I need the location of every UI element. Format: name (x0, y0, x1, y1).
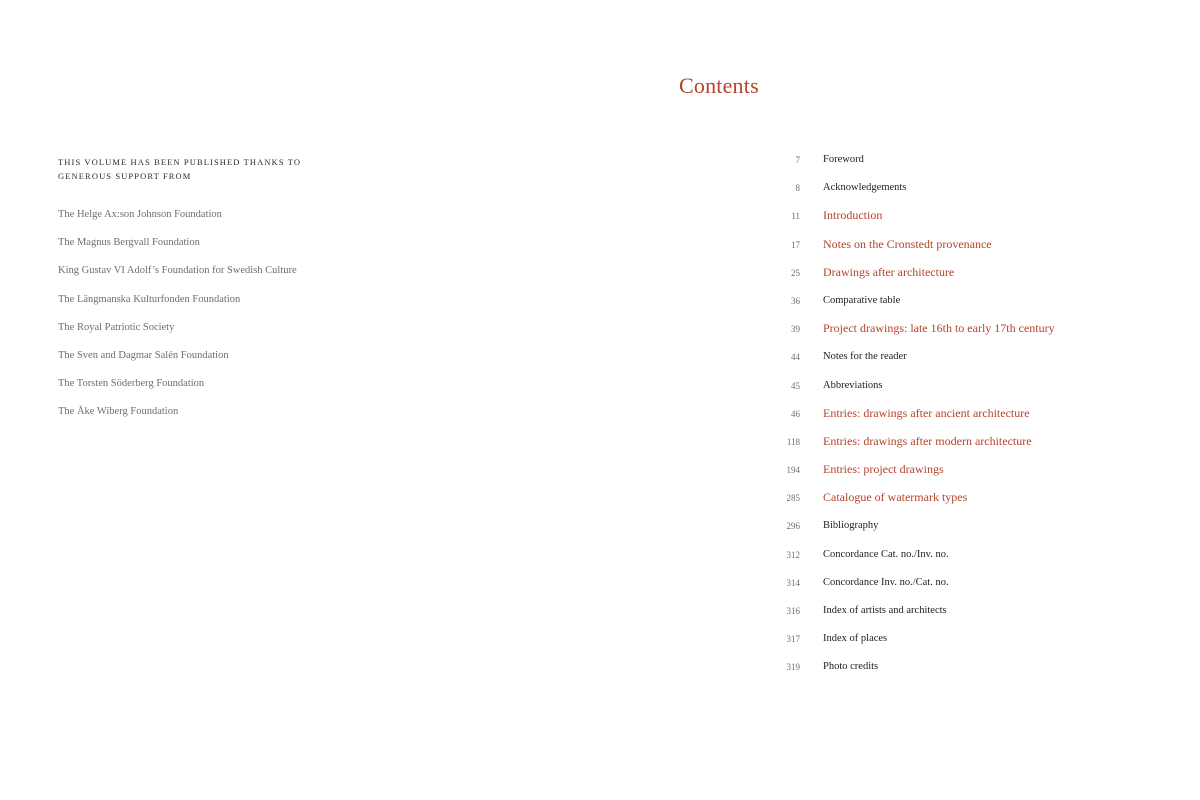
toc-entry[interactable] (600, 406, 1200, 434)
toc-entry-label: Drawings after architecture (823, 264, 955, 279)
toc-entry-label: Index of artists and architects (823, 605, 947, 616)
sponsor-item: The Längmanska Kulturfonden Foundation (58, 293, 241, 305)
toc-page-number: 194 (786, 465, 800, 476)
toc-entry[interactable] (600, 208, 1200, 236)
sponsor-item: The Magnus Bergvall Foundation (58, 237, 200, 249)
toc-page-number: 314 (786, 577, 800, 588)
toc-entry[interactable] (600, 434, 1200, 462)
toc-entry-label: Abbreviations (823, 379, 883, 391)
toc-entry[interactable] (600, 603, 1200, 631)
toc-entry[interactable] (600, 518, 1200, 546)
toc-entry[interactable] (600, 152, 1200, 180)
toc-entry[interactable] (600, 575, 1200, 603)
toc-page-number: 46 (791, 408, 800, 419)
toc-page-number: 25 (791, 267, 800, 278)
toc-entry-label: Acknowledgements (823, 182, 907, 194)
toc-entry[interactable] (600, 378, 1200, 406)
toc-entry[interactable] (600, 180, 1200, 208)
toc-page-number: 36 (791, 295, 800, 306)
toc-entry[interactable] (600, 321, 1200, 349)
toc-page-number: 44 (791, 352, 800, 363)
toc-page-number: 317 (786, 634, 800, 645)
contents-title: Contents (679, 73, 759, 98)
sponsor-item: King Gustav VI Adolf’s Foundation for Swedish Culture (58, 265, 297, 277)
toc-entry-label: Notes on the Cronstedt provenance (823, 236, 992, 251)
toc-entry-label: Entries: drawings after ancient architecture (823, 405, 1030, 420)
toc-page-number: 11 (791, 211, 800, 222)
table-of-contents (600, 152, 1200, 688)
toc-page-number: 319 (786, 662, 800, 673)
toc-entry[interactable] (600, 462, 1200, 490)
toc-entry-label: Foreword (823, 154, 864, 165)
toc-entry-label: Comparative table (823, 294, 901, 306)
toc-entry-label: Concordance Inv. no./Cat. no. (823, 576, 949, 588)
toc-entry-label: Photo credits (823, 661, 879, 673)
toc-page-number: 316 (786, 606, 800, 616)
toc-page-number: 17 (791, 239, 800, 250)
toc-entry[interactable] (600, 293, 1200, 321)
toc-entry[interactable] (600, 490, 1200, 518)
toc-page-number: 7 (795, 155, 800, 165)
sponsor-item: The Sven and Dagmar Salén Foundation (58, 349, 229, 361)
toc-entry-label: Project drawings: late 16th to early 17th century (823, 321, 1055, 336)
toc-page-number: 39 (791, 324, 800, 335)
toc-entry[interactable] (600, 547, 1200, 575)
toc-page-number: 45 (791, 380, 800, 391)
toc-entry-label: Concordance Cat. no./Inv. no. (823, 548, 949, 560)
toc-entry-label: Entries: drawings after modern architecture (823, 433, 1032, 448)
toc-entry[interactable] (600, 237, 1200, 265)
sponsor-item: The Åke Wiberg Foundation (58, 406, 179, 418)
toc-entry-label: Index of places (823, 633, 888, 645)
toc-entry[interactable] (600, 349, 1200, 377)
toc-entry[interactable] (600, 265, 1200, 293)
toc-entry-label: Introduction (823, 208, 883, 223)
toc-entry-label: Entries: project drawings (823, 462, 944, 477)
toc-page-number: 8 (795, 183, 800, 194)
sponsor-item: The Helge Ax:son Johnson Foundation (58, 209, 222, 220)
right-page (600, 0, 1200, 800)
toc-entry-label: Catalogue of watermark types (823, 490, 968, 505)
sponsor-item: The Torsten Söderberg Foundation (58, 378, 205, 390)
support-heading: THIS VOLUME HAS BEEN PUBLISHED THANKS TO GENEROUS SUPPORT FROM (58, 157, 302, 181)
toc-entry[interactable] (600, 631, 1200, 659)
toc-page-number: 312 (786, 549, 800, 560)
sponsor-list (58, 209, 297, 435)
toc-entry[interactable] (600, 659, 1200, 687)
toc-entry-label: Bibliography (823, 520, 879, 532)
toc-page-number: 296 (786, 521, 800, 532)
sponsor-item: The Royal Patriotic Society (58, 321, 175, 333)
toc-page-number: 285 (786, 493, 800, 504)
toc-page-number: 118 (786, 436, 800, 447)
toc-entry-label: Notes for the reader (823, 351, 907, 363)
